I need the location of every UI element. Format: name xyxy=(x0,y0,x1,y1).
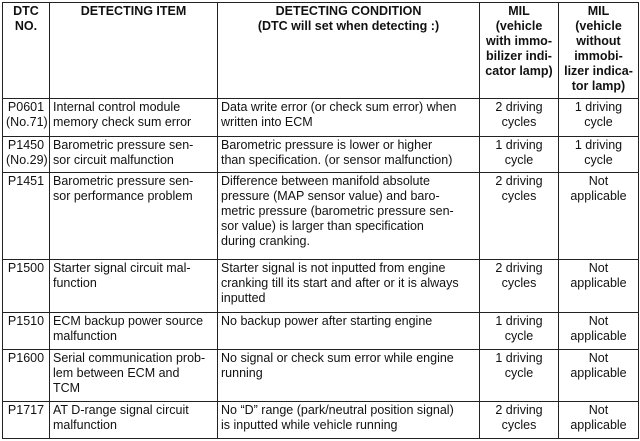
cell-line: tor lamp) xyxy=(571,79,626,93)
dtc-code xyxy=(3,173,50,260)
cell-line: cycles xyxy=(501,189,537,204)
cell-line: No backup power after starting engine xyxy=(221,314,433,329)
cell-line: Starter signal circuit mal- xyxy=(53,261,191,276)
mil-without xyxy=(559,313,639,350)
table-row xyxy=(3,136,639,173)
cell-line: DETECTING ITEM xyxy=(80,4,187,18)
cell-line: 1 driving xyxy=(495,350,543,365)
mil-without xyxy=(559,260,639,313)
cell-line: cycles xyxy=(501,276,537,291)
cell-line: Difference between manifold absolute xyxy=(221,174,430,189)
cell-line: ECM backup power source xyxy=(53,314,204,329)
detecting-item xyxy=(50,99,218,137)
cell-line: MIL xyxy=(508,4,530,18)
cell-line: Not xyxy=(588,174,609,189)
detecting-item xyxy=(50,349,218,402)
cell-line: Internal control module xyxy=(53,100,181,114)
cell-line: AT D-range signal circuit xyxy=(53,403,189,418)
cell-line: metric pressure (barometric pressure sen- xyxy=(221,204,454,219)
detecting-condition xyxy=(218,173,480,260)
cell-line: sor circuit malfunction xyxy=(53,152,174,167)
cell-line: cycle xyxy=(584,152,613,167)
cell-line: than specification. (or sensor malfunction) xyxy=(221,152,453,167)
detecting-item xyxy=(50,313,218,350)
cell-line: applicable xyxy=(570,365,627,380)
detecting-condition xyxy=(218,99,480,137)
header-dtc-no xyxy=(3,3,50,99)
dtc-code xyxy=(3,313,50,350)
mil-without xyxy=(559,173,639,260)
mil-with xyxy=(480,313,559,350)
cell-line: with immo- xyxy=(486,34,552,48)
detecting-item xyxy=(50,136,218,173)
cell-line: malfunction xyxy=(53,418,117,433)
cell-line: memory check sum error xyxy=(53,115,192,129)
cell-line: cator lamp) xyxy=(485,64,553,78)
cell-line: No signal or check sum error while engine xyxy=(221,350,454,365)
cell-line: sor value) is larger than specification xyxy=(221,219,424,234)
cell-line: applicable xyxy=(570,189,627,204)
cell-line: P1717 xyxy=(7,403,45,418)
cell-line: Not xyxy=(588,350,609,365)
table-row xyxy=(3,99,639,137)
table-row xyxy=(3,349,639,402)
mil-with xyxy=(480,173,559,260)
header-detecting-condition xyxy=(218,3,480,99)
table-row xyxy=(3,173,639,260)
cell-line: immobi- xyxy=(574,49,623,63)
table-row xyxy=(3,313,639,350)
cell-line: P1600 xyxy=(7,350,45,365)
cell-line: 2 driving xyxy=(495,403,543,418)
mil-without xyxy=(559,136,639,173)
cell-line: 1 driving xyxy=(574,137,623,152)
mil-without xyxy=(559,349,639,402)
cell-line: TCM xyxy=(53,380,81,395)
cell-line: lizer indica- xyxy=(564,64,633,78)
cell-line: P0601 xyxy=(7,100,45,114)
cell-line: during cranking. xyxy=(221,234,310,249)
cell-line: (No.71) xyxy=(6,115,48,129)
header-detecting-item xyxy=(50,3,218,99)
mil-with xyxy=(480,402,559,439)
cell-line: Barometric pressure is lower or higher xyxy=(221,137,433,152)
cell-line: 1 driving xyxy=(574,100,623,114)
detecting-item xyxy=(50,260,218,313)
dtc-table xyxy=(2,2,639,439)
cell-line: Serial communication prob- xyxy=(53,350,206,365)
cell-line: cranking till its start and after or it is always xyxy=(221,276,459,291)
cell-line: inputted xyxy=(221,291,266,306)
mil-without xyxy=(559,99,639,137)
table-row xyxy=(3,402,639,439)
cell-line: Barometric pressure sen- xyxy=(53,174,194,189)
cell-line: P1451 xyxy=(7,174,45,189)
mil-with xyxy=(480,260,559,313)
cell-line: malfunction xyxy=(53,329,117,344)
cell-line: (vehicle xyxy=(495,19,543,33)
cell-line: applicable xyxy=(570,418,627,433)
cell-line: (No.29) xyxy=(6,152,48,167)
detecting-condition xyxy=(218,313,480,350)
dtc-table-container xyxy=(2,2,638,439)
detecting-condition xyxy=(218,136,480,173)
cell-line: sor performance problem xyxy=(53,189,193,204)
mil-with xyxy=(480,99,559,137)
cell-line: P1510 xyxy=(7,314,45,329)
cell-line: lem between ECM and xyxy=(53,365,180,380)
detecting-item xyxy=(50,402,218,439)
cell-line: running xyxy=(221,365,263,380)
cell-line: pressure (MAP sensor value) and baro- xyxy=(221,189,440,204)
cell-line: Not xyxy=(588,403,609,418)
cell-line: Not xyxy=(588,314,609,329)
dtc-code xyxy=(3,402,50,439)
cell-line: Starter signal is not inputted from engine xyxy=(221,261,446,276)
cell-line: cycle xyxy=(504,152,534,167)
cell-line: 2 driving xyxy=(495,100,543,114)
header-row xyxy=(3,3,639,99)
detecting-condition xyxy=(218,260,480,313)
cell-line: Not xyxy=(588,261,609,276)
cell-line: Data write error (or check sum error) when xyxy=(221,100,457,114)
dtc-code xyxy=(3,99,50,137)
cell-line: 1 driving xyxy=(495,137,543,152)
cell-line: cycle xyxy=(584,115,613,129)
cell-line: cycle xyxy=(504,329,534,344)
detecting-item xyxy=(50,173,218,260)
cell-line: NO. xyxy=(14,19,38,33)
cell-line: without xyxy=(576,34,621,48)
cell-line: DETECTING CONDITION xyxy=(275,4,422,18)
cell-line: applicable xyxy=(570,276,627,291)
cell-line: Barometric pressure sen- xyxy=(53,137,194,152)
cell-line: No “D” range (park/neutral position signal) xyxy=(221,403,454,418)
cell-line: P1450 xyxy=(7,137,45,152)
cell-line: MIL xyxy=(587,4,610,18)
header-mil-without-immobilizer xyxy=(559,3,639,99)
header-mil-with-immobilizer xyxy=(480,3,559,99)
detecting-condition xyxy=(218,402,480,439)
cell-line: cycle xyxy=(504,365,534,380)
dtc-code xyxy=(3,349,50,402)
cell-line: (DTC will set when detecting :) xyxy=(257,19,440,33)
cell-line: P1500 xyxy=(7,261,45,276)
cell-line: cycles xyxy=(501,115,537,129)
cell-line: DTC xyxy=(13,4,39,18)
mil-with xyxy=(480,349,559,402)
cell-line: 2 driving xyxy=(495,261,543,276)
cell-line: bilizer indi- xyxy=(486,49,552,63)
table-row xyxy=(3,260,639,313)
cell-line: (vehicle xyxy=(575,19,622,33)
mil-with xyxy=(480,136,559,173)
cell-line: cycles xyxy=(501,418,537,433)
dtc-code xyxy=(3,260,50,313)
dtc-code xyxy=(3,136,50,173)
cell-line: is inputted while vehicle running xyxy=(221,418,398,433)
cell-line: applicable xyxy=(570,329,627,344)
detecting-condition xyxy=(218,349,480,402)
cell-line: 1 driving xyxy=(495,314,543,329)
cell-line: 2 driving xyxy=(495,174,543,189)
cell-line: function xyxy=(53,276,97,291)
mil-without xyxy=(559,402,639,439)
cell-line: written into ECM xyxy=(221,115,313,129)
